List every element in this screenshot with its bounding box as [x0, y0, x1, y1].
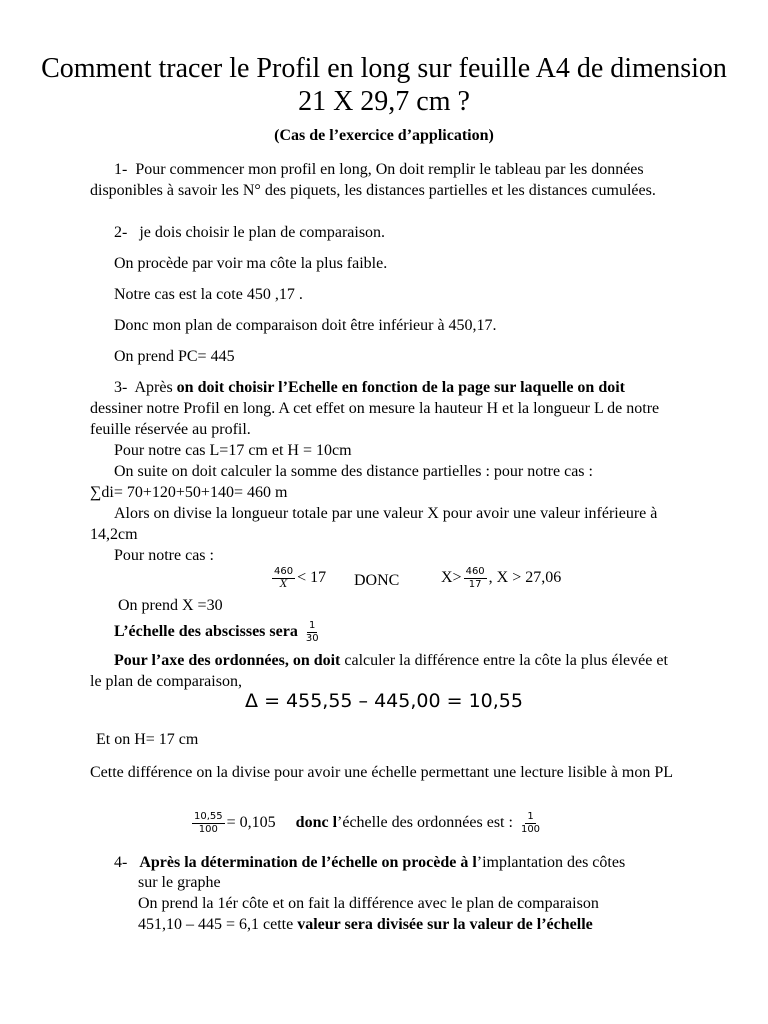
step-1-text: Pour commencer mon profil en long, On doit remplir le tableau par les données disponibles à savoir les N° des piquets, les distances partielles et les distances cumulées. [90, 161, 656, 199]
step-3-number: 3- [114, 379, 128, 396]
fraction-1-100: $\frac{1}{100}$ [520, 811, 541, 835]
step-3-line: Pour notre cas L=17 cm et H = 10cm [114, 442, 352, 459]
equation-1: $\frac{460}{X}$ < 17 [274, 566, 327, 590]
ordinate-paragraph: Pour l’axe des ordonnées, on doit calculer la différence entre la côte la plus élevée et le plan de comparaison, [90, 652, 668, 690]
step-3-bold: on doit choisir l’Echelle en fonction de la page sur laquelle on doit [176, 379, 625, 396]
equation-donc: DONC [354, 572, 400, 589]
equation-3: $\frac{10,55}{100}$ = 0,105 donc l’échelle des ordonnées est : $\frac{1}{100}$ [194, 811, 541, 835]
step-2-text: je dois choisir le plan de comparaison. [139, 224, 386, 241]
fraction-1-30: $\frac{1}{30}$ [305, 620, 319, 644]
step-3-rest: dessiner notre Profil en long. A cet effet on mesure la hauteur H et la longueur L de notre feuille réservée au profil. [90, 400, 660, 438]
step-4-heading: 4- Après la détermination de l’échelle on procède à l’implantation des côtes [114, 854, 626, 871]
equation-2: X> $\frac{460}{17}$ , X > 27,06 [441, 566, 562, 590]
step-4-line: 451,10 – 445 = 6,1 cette valeur sera divisée sur la valeur de l’échelle [138, 916, 593, 933]
step-1-number: 1- [114, 161, 128, 178]
step-3-prend: On prend X =30 [118, 597, 223, 614]
fraction-10-55-100: $\frac{10,55}{100}$ [194, 811, 223, 835]
page-subtitle: (Cas de l’exercice d’application) [274, 127, 494, 144]
height-line: Et on H= 17 cm [96, 731, 199, 748]
step-1-paragraph [90, 159, 680, 201]
step-3-paragraph [90, 377, 680, 440]
fraction-460-17: $\frac{460}{17}$ [465, 566, 485, 590]
step-2-line: Notre cas est la cote 450 ,17 . [114, 286, 303, 303]
page-title: Comment tracer le Profil en long sur feuille A4 de dimension 21 X 29,7 cm ? [41, 53, 727, 117]
step-3-pour: Pour notre cas : [114, 547, 214, 564]
delta-equation: Δ = 455,55 – 445,00 = 10,55 [245, 690, 523, 712]
step-2-line: Donc mon plan de comparaison doit être inférieur à 450,17. [114, 317, 497, 334]
step-2-number: 2- [114, 224, 128, 241]
step-2-heading [114, 222, 385, 243]
step-4-line: sur le graphe [138, 874, 221, 891]
step-2-line: On prend PC= 445 [114, 348, 235, 365]
step-3-line: On suite on doit calculer la somme des distance partielles : pour notre cas : [114, 463, 593, 480]
step-4-line: On prend la 1ér côte et on fait la différence avec le plan de comparaison [138, 895, 599, 912]
abscissa-scale: L’échelle des abscisses sera $\frac{1}{30}$ [114, 620, 319, 644]
step-3-sum: ∑di= 70+120+50+140= 460 m [90, 484, 288, 501]
step-3-pre: Après [134, 379, 177, 396]
difference-paragraph: Cette différence on la divise pour avoir une échelle permettant une lecture lisible à mon PL [90, 764, 674, 781]
step-2-line: On procède par voir ma côte la plus faible. [114, 255, 388, 272]
step-3-divide: Alors on divise la longueur totale par une valeur X pour avoir une valeur inférieure à 14,2cm [90, 505, 658, 543]
step-4-number: 4- [114, 854, 128, 871]
fraction-460-x: $\frac{460}{X}$ [274, 566, 294, 590]
